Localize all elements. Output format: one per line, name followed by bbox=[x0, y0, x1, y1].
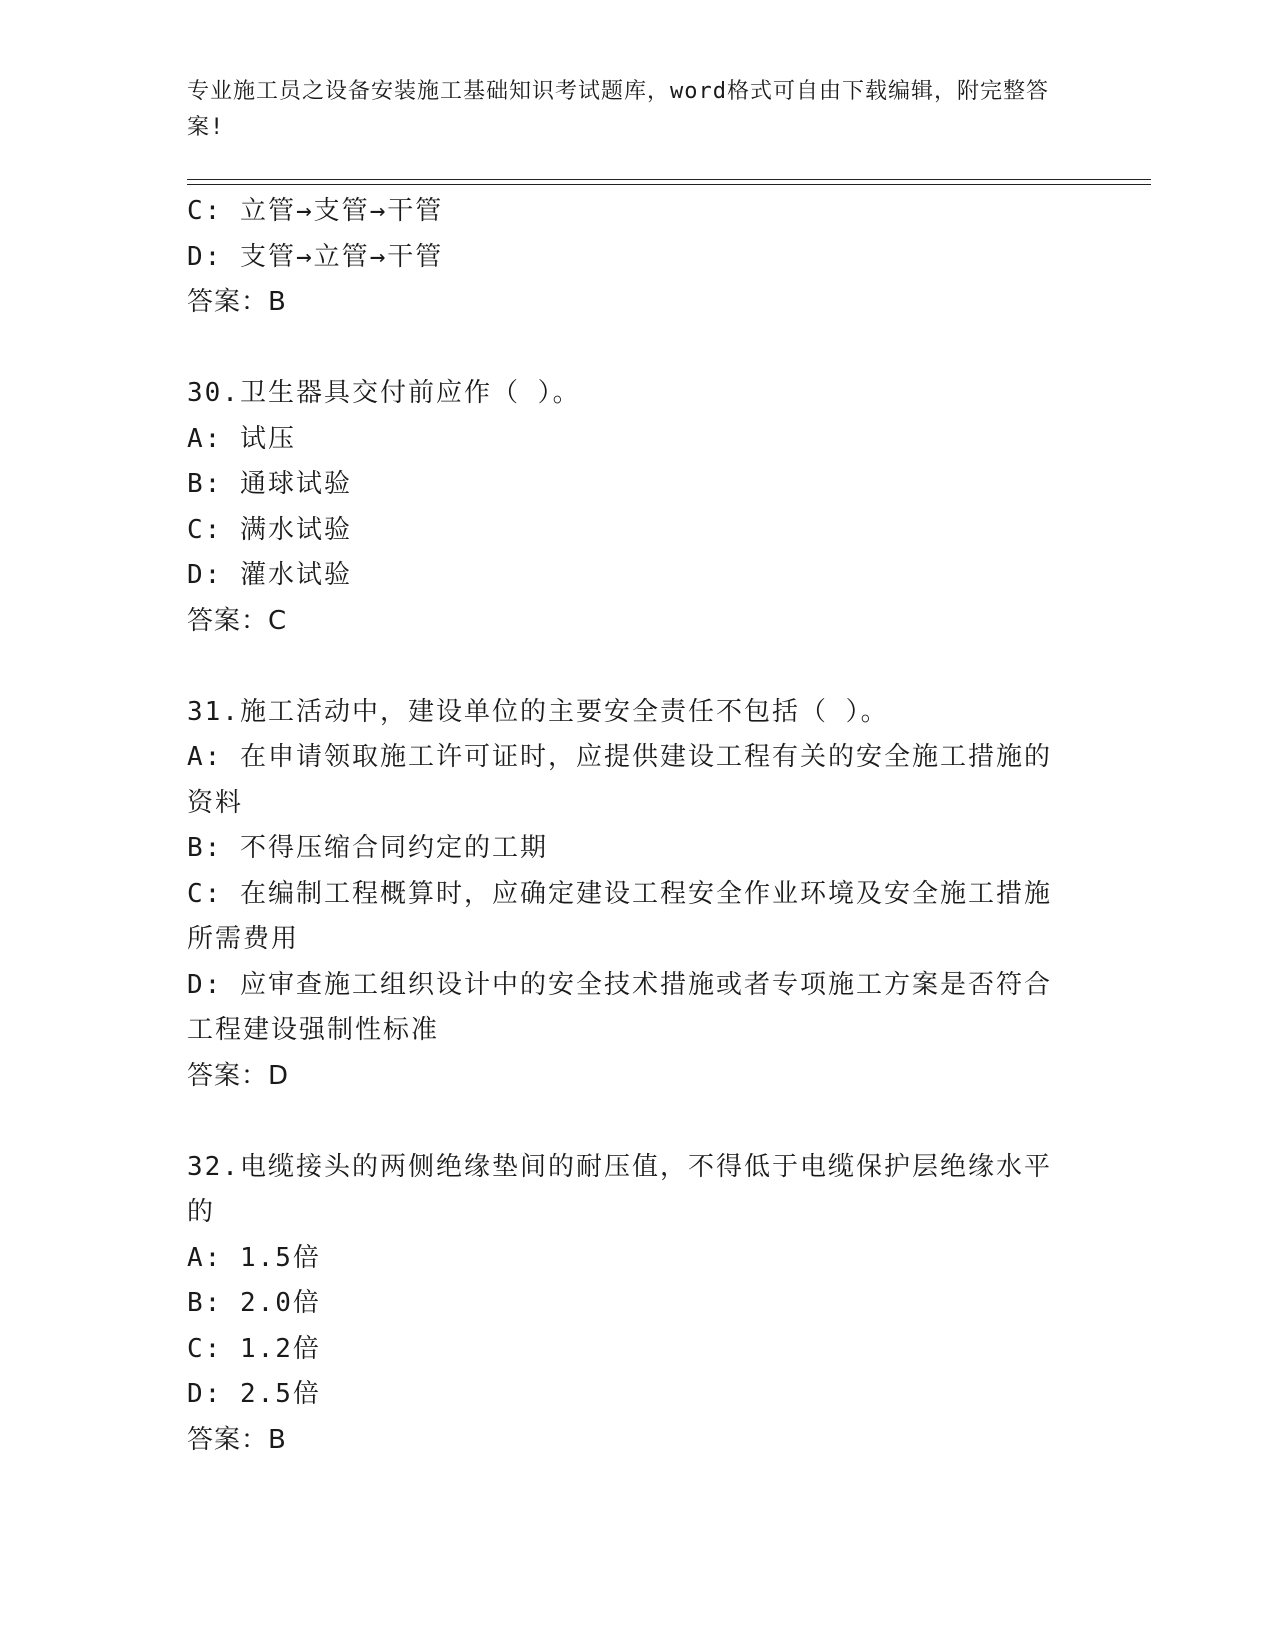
answer: 答案：C bbox=[187, 605, 288, 636]
question-stem: 32.电缆接头的两侧绝缘垫间的耐压值，不得低于电缆保护层绝缘水平的 bbox=[187, 1151, 1052, 1227]
option-b: B: 2.0倍 bbox=[187, 1288, 321, 1318]
header-text: 专业施工员之设备安装施工基础知识考试题库，word格式可自由下载编辑，附完整答案! bbox=[187, 79, 1049, 140]
question-stem: 31.施工活动中，建设单位的主要安全责任不包括（ ）。 bbox=[187, 696, 889, 727]
option-c: C: 在编制工程概算时，应确定建设工程安全作业环境及安全施工措施所需费用 bbox=[187, 878, 1052, 954]
option-d: D: 2.5倍 bbox=[187, 1379, 321, 1409]
option-b: B: 不得压缩合同约定的工期 bbox=[187, 833, 548, 863]
option-a: A: 试压 bbox=[187, 423, 296, 454]
q29-option-d: D: 支管→立管→干管 bbox=[187, 241, 444, 272]
q29-option-c: C: 立管→支管→干管 bbox=[187, 196, 444, 226]
question-32 bbox=[187, 1145, 1067, 1464]
option-a: A: 1.5倍 bbox=[187, 1242, 321, 1273]
spacer bbox=[187, 1099, 1067, 1145]
spacer bbox=[187, 326, 1067, 372]
document-body bbox=[187, 189, 1067, 1463]
answer: 答案：B bbox=[187, 1424, 287, 1455]
question-30 bbox=[187, 371, 1067, 644]
header-rule-top bbox=[187, 179, 1151, 180]
header-rule-bottom bbox=[187, 184, 1151, 185]
document-header bbox=[187, 74, 1067, 146]
option-a: A: 在申请领取施工许可证时，应提供建设工程有关的安全施工措施的资料 bbox=[187, 742, 1052, 818]
option-d: D: 应审查施工组织设计中的安全技术措施或者专项施工方案是否符合工程建设强制性标准 bbox=[187, 969, 1052, 1045]
option-c: C: 1.2倍 bbox=[187, 1333, 321, 1364]
question-31 bbox=[187, 690, 1067, 1100]
question-stem: 30.卫生器具交付前应作（ ）。 bbox=[187, 378, 581, 408]
spacer bbox=[187, 644, 1067, 690]
q29-answer: 答案：B bbox=[187, 287, 287, 317]
option-b: B: 通球试验 bbox=[187, 469, 352, 499]
option-d: D: 灌水试验 bbox=[187, 560, 352, 590]
option-c: C: 满水试验 bbox=[187, 514, 352, 545]
answer: 答案：D bbox=[187, 1060, 290, 1091]
